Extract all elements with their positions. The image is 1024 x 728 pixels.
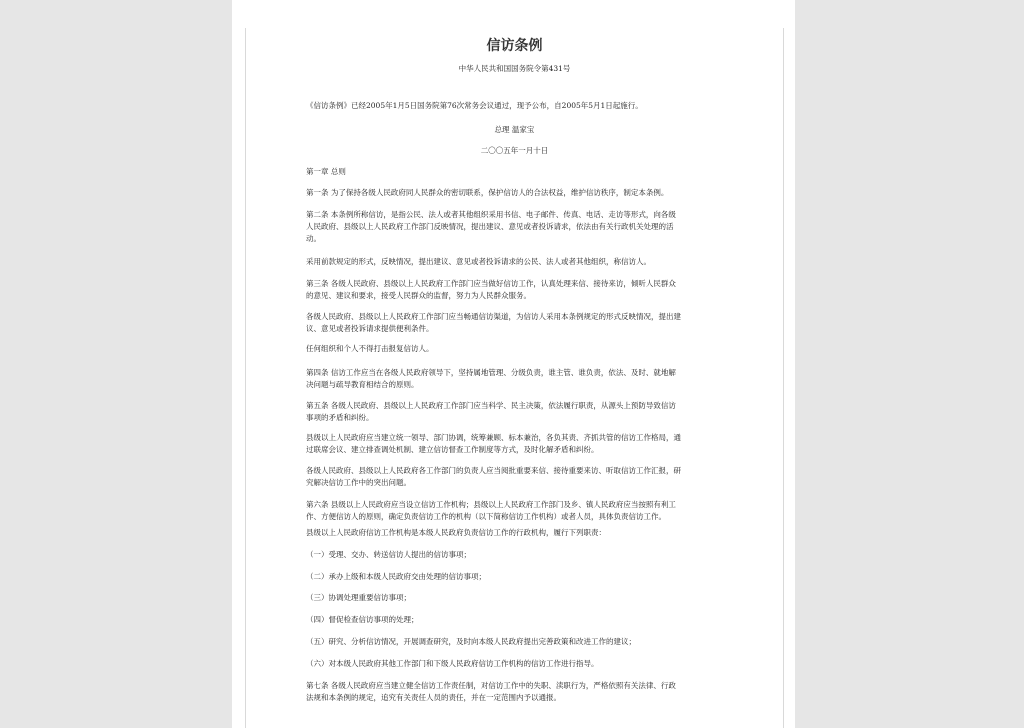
paragraph-line: 各级人民政府、县级以上人民政府各工作部门的负责人应当阅批重要来信、接待重要来访、听取信访工作汇报，研 — [306, 466, 681, 475]
paragraph-line: （六）对本级人民政府其他工作部门和下级人民政府信访工作机构的信访工作进行指导。 — [306, 659, 599, 668]
paragraph-line: 动。 — [306, 234, 321, 243]
paragraph-line: 人民政府、县级以上人民政府工作部门反映情况，提出建议、意见或者投诉请求，依法由有关行政机关处理的活 — [306, 222, 674, 231]
chapter-heading: 第一章 总则 — [306, 167, 346, 176]
paragraph-line: 各级人民政府、县级以上人民政府工作部门应当畅通信访渠道，为信访人采用本条例规定的形式反映情况，提出建 — [306, 312, 681, 321]
paragraph-line: 议、意见或者投诉请求提供便利条件。 — [306, 324, 434, 333]
paragraph-line: 第二条 本条例所称信访，是指公民、法人或者其他组织采用书信、电子邮件、传真、电话、走访等形式，向各级 — [306, 210, 676, 219]
document-title: 信访条例 — [486, 38, 543, 54]
paragraph-line: （二）承办上级和本级人民政府交由处理的信访事项； — [306, 572, 486, 581]
paragraph-line: 第三条 各级人民政府、县级以上人民政府工作部门应当做好信访工作，认真处理来信、接待来访，倾听人民群众 — [306, 279, 676, 288]
paragraph-line: （三）协调处理重要信访事项； — [306, 593, 411, 602]
paragraph-line: 法规和本条例的规定，追究有关责任人员的责任，并在一定范围内予以通报。 — [306, 693, 561, 702]
date: 二〇〇五年一月十日 — [480, 146, 549, 155]
paragraph-line: 第一条 为了保持各级人民政府同人民群众的密切联系，保护信访人的合法权益，维护信访秩序，制定本条例。 — [306, 188, 669, 197]
paragraph-line: 第五条 各级人民政府、县级以上人民政府工作部门应当科学、民主决策，依法履行职责，从源头上预防导致信访 — [306, 401, 676, 410]
paragraph-line: （四）督促检查信访事项的处理； — [306, 615, 419, 624]
paragraph-line: 第六条 县级以上人民政府应当设立信访工作机构；县级以上人民政府工作部门及乡、镇人民政府应当按照有利工 — [306, 500, 676, 509]
paragraph-line: （一）受理、交办、转送信访人提出的信访事项； — [306, 550, 471, 559]
paragraph-line: 作、方便信访人的原则，确定负责信访工作的机构（以下简称信访工作机构）或者人员，具体负责信访工作。 — [306, 512, 666, 521]
paragraph-line: （五）研究、分析信访情况，开展调查研究，及时向本级人民政府提出完善政策和改进工作的建议； — [306, 637, 636, 646]
paragraph-line: 第七条 各级人民政府应当建立健全信访工作责任制，对信访工作中的失职、渎职行为，严格依照有关法律、行政 — [306, 681, 676, 690]
paragraph-line: 过联席会议、建立排查调处机制、建立信访督查工作制度等方式，及时化解矛盾和纠纷。 — [306, 445, 599, 454]
document-page — [245, 28, 784, 728]
paragraph-line: 决问题与疏导教育相结合的原则。 — [306, 380, 419, 389]
paragraph-line: 的意见、建议和要求，接受人民群众的监督，努力为人民群众服务。 — [306, 291, 531, 300]
paragraph-line: 究解决信访工作中的突出问题。 — [306, 478, 411, 487]
paragraph-line: 县级以上人民政府信访工作机构是本级人民政府负责信访工作的行政机构，履行下列职责： — [306, 528, 606, 537]
paragraph-line: 县级以上人民政府应当建立统一领导、部门协调，统筹兼顾、标本兼治，各负其责、齐抓共管的信访工作格局，通 — [306, 433, 681, 442]
intro-text: 《信访条例》已经2005年1月5日国务院第76次常务会议通过，现予公布，自2005年5月1日起施行。 — [306, 101, 643, 110]
signer: 总理 温家宝 — [494, 125, 535, 134]
paragraph-line: 事项的矛盾和纠纷。 — [306, 413, 374, 422]
decree-number: 中华人民共和国国务院令第431号 — [458, 64, 571, 73]
paragraph-line: 任何组织和个人不得打击报复信访人。 — [306, 344, 434, 353]
paragraph-line: 采用前款规定的形式，反映情况，提出建议、意见或者投诉请求的公民、法人或者其他组织，称信访人。 — [306, 257, 651, 266]
paragraph-line: 第四条 信访工作应当在各级人民政府领导下，坚持属地管理、分级负责，谁主管、谁负责，依法、及时、就地解 — [306, 368, 676, 377]
